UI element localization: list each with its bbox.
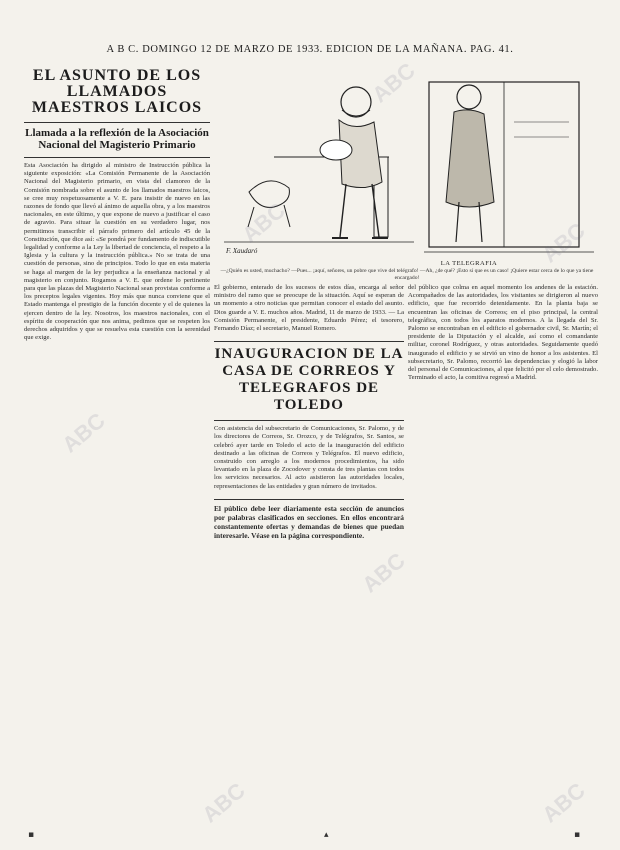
column-right bbox=[408, 270, 598, 810]
article-headline: INAUGURACION DE LA CASA DE CORREOS Y TELEGRAFOS DE TOLEDO bbox=[214, 346, 404, 414]
letter-conclusion: El gobierno, enterado de los sucesos de estos días, encarga al señor ministro del ramo que se preocupe de la situación. Aquí se esperan de un momento a otro noticias que permitan conocer el estado del asunto. Dios guarde a V. E. muchos años. Madrid, 11 de marzo de 1933. — La Comisión Permanente, el presidente, Eduardo Pérez; el tesorero, Fernando Díaz; el secretario, Manuel Romero. bbox=[214, 284, 404, 333]
footer-marks: ▪ ▴ ▪ bbox=[28, 830, 581, 840]
watermark-text: ABC bbox=[197, 777, 250, 828]
article-body: Esta Asociación ha dirigido al ministro de Instrucción pública la siguiente exposición: «La Comisión Permanente de la Asociación Nacional del Magisterio primario, en vista del clamoreo de la Comisión nombrada sobre el asunto de los llamados maestros laicos, se cree muy respetuosamente a V. E. para insistir de nuevo en las razones de fondo que llevó al ánimo de aquella obra, y a los maestros nacionales, en este último, y que expone de nuevo a justificar el caso de agravio. Para situar la cuestión en su verdadero lugar, nos permitimos transcribir el párrafo primero del artículo 45 de la Constitución, que dice así: «Se pondrá por fundamento de indiscutible legalidad y conforme a la Ley la libertad de conciencia, el respeto a la Iglesia y la cultura y la instrucción pública.» No se trata de una cuestión de personas, sino de principios. Todo lo que en esta materia se haga al margen de la ley perjudica a la enseñanza nacional y al magisterio en conjunto. Rogamos a V. E. que ordene lo pertinente para que las plazas del Magisterio Nacional sean provistas conforme a los preceptos legales vigentes. Hoy más que nunca conviene que el Estado mantenga el prestigio de la función docente y el de quienes la ejercen dentro de la ley. Nosotros, los maestros nacionales, con el espíritu de cooperación que nos anima, pedimos que se respeten los derechos adquiridos y que se resuelva esta cuestión con la serenidad que exige. bbox=[24, 162, 210, 342]
divider bbox=[214, 341, 404, 342]
article-headline: EL ASUNTO DE LOS LLAMADOS MAESTROS LAICOS bbox=[31, 67, 203, 116]
divider bbox=[214, 420, 404, 421]
column-left bbox=[24, 64, 210, 828]
cartoon-caption: —¿Quién es usted, muchacho? —Pues... ¡aquí, señores, un pobre que vive del telégrafo! —Ah, ¿de qué? ¡Esto sí que es un caso! ¡Quiere estar cerca de lo que ya tiene encargado! bbox=[220, 268, 594, 281]
column-middle bbox=[214, 270, 404, 810]
article-continuation: del público que colma en aquel momento los andenes de la estación. Acompañados de las autoridades, los visitantes se dirigieron al nuevo edificio, que fue recorrido detenidamente. En la planta baja se encuentran las oficinas de Correos; en el piso principal, la central telegráfica, con todos los aparatos modernos. A la llegada del Sr. Palomo se encontraban en el edificio el gobernador civil, Sr. Martín; el presidente de la Diputación y el alcalde, así como el comandante militar, coronel Rodríguez, y otras autoridades. Seguidamente quedó inaugurado el edificio y se sirvió un vino de honor a los asistentes. El subsecretario, Sr. Palomo, recorrió las dependencias y elogió la labor del personal de Comunicaciones, al que felicitó por el celo demostrado. Terminado el acto, la comitiva regresó a Madrid. bbox=[408, 284, 598, 382]
cartoon-title: LA TELEGRAFIA bbox=[440, 260, 498, 267]
cartoon-drawing bbox=[214, 62, 600, 262]
notice-body: El público debe leer diariamente esta sección de anuncios por palabras clasificados en secciones. En ellos encontrará constantemente ofertas y demandas de bienes que puedan interesarle. Véase en la página correspondiente. bbox=[214, 503, 404, 540]
watermark-text: ABC bbox=[537, 777, 590, 828]
cartoon-signature: F. Xaudaró bbox=[226, 247, 258, 255]
divider bbox=[214, 499, 404, 500]
cartoon-illustration bbox=[214, 62, 600, 272]
watermark-text: ABC bbox=[57, 407, 110, 458]
article-body: Con asistencia del subsecretario de Comunicaciones, Sr. Palomo, y de los directores de Correos, Sr. Orozco, y de Telégrafos, Sr. Santos, se celebró ayer tarde en Toledo el acto de la inauguración del edificio destinado a las oficinas de Correos y Telégrafos. El nuevo edificio, construido con arreglo a los modernos procedimientos, ha sido levantado en la plaza de Zocodover y consta de tres plantas con todos los servicios necesarios. Al acto asistieron las autoridades locales, representaciones de las entidades y gran número de invitados. bbox=[214, 425, 404, 490]
watermark-text: ABC bbox=[357, 547, 410, 598]
divider bbox=[24, 157, 210, 158]
divider bbox=[24, 122, 210, 123]
article-subhead: Llamada a la reflexión de la Asociación Nacional del Magisterio Primario bbox=[25, 127, 209, 151]
page-header: A B C. DOMINGO 12 DE MARZO DE 1933. EDICION DE LA MAÑANA. PAG. 41. bbox=[106, 44, 514, 55]
